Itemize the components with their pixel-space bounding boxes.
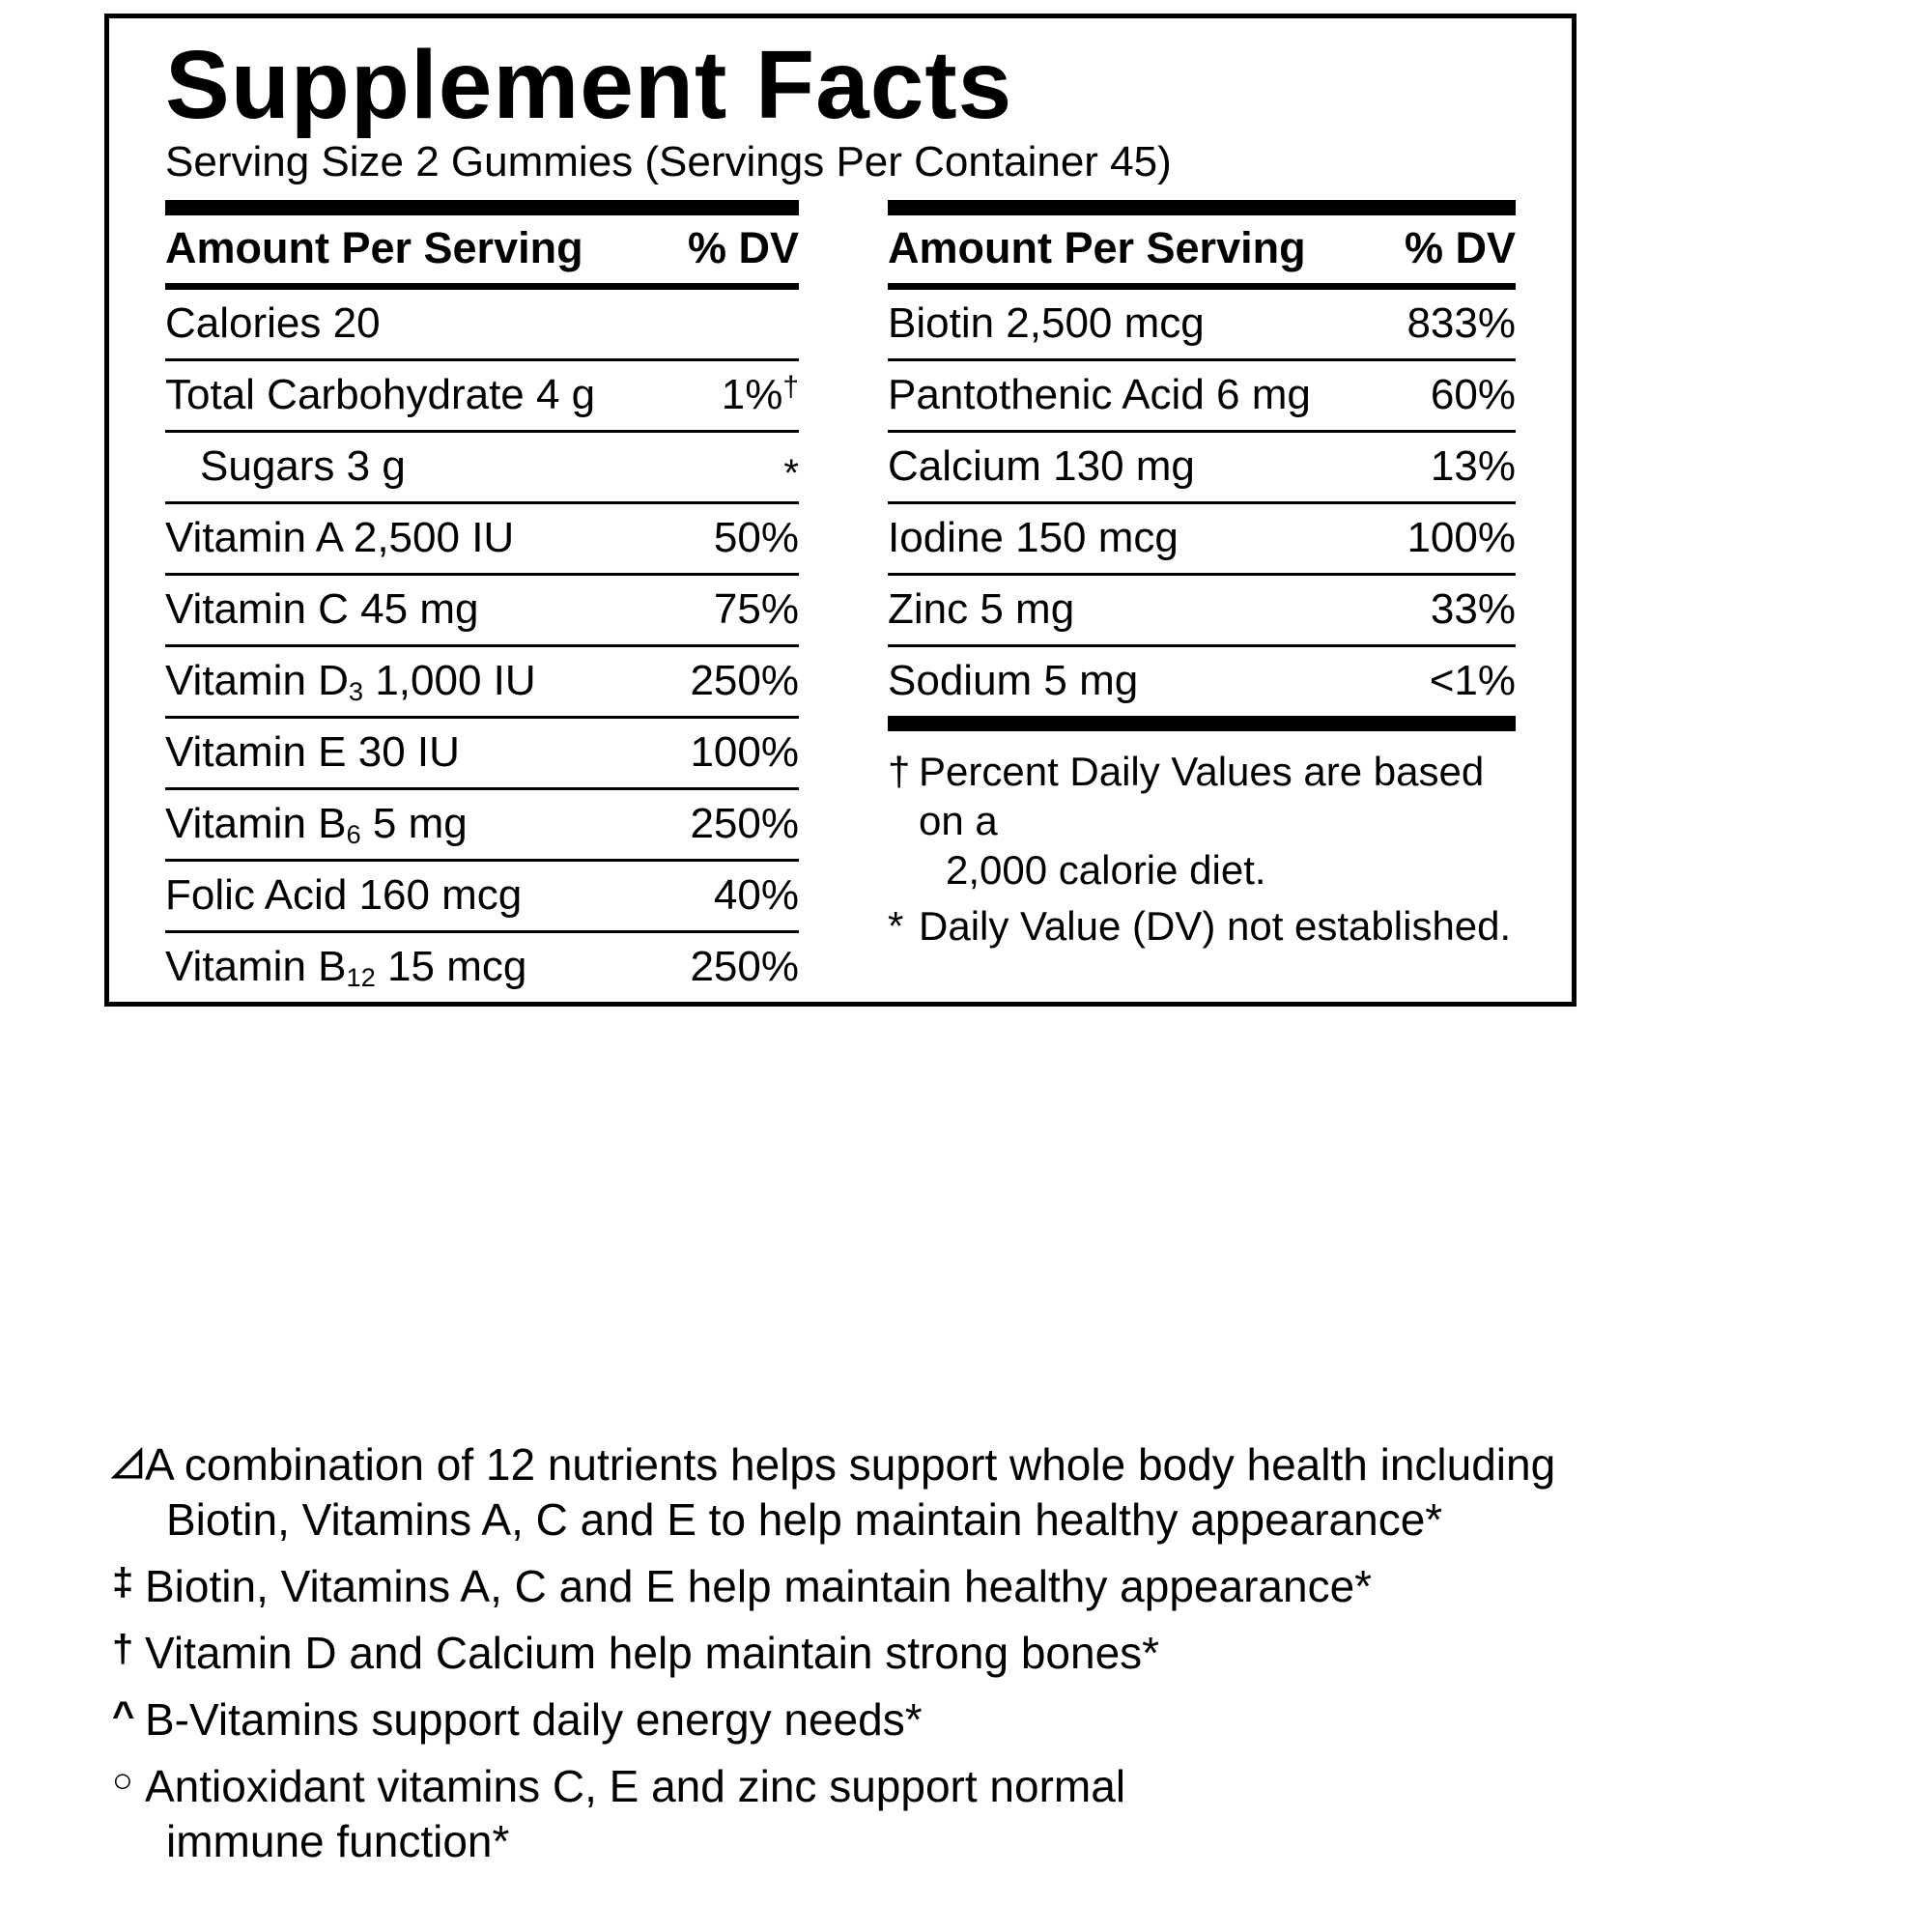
claim-text: Vitamin D and Calcium help maintain strong bones* (145, 1628, 1160, 1679)
claim-immune-function (112, 1759, 1832, 1869)
claim-mark-double-dagger-icon: ‡ (112, 1561, 134, 1605)
nutrient-dv: 250% (690, 657, 799, 704)
claim-energy (112, 1692, 1832, 1747)
table-row (888, 576, 1516, 644)
nutrient-name: Vitamin $D_3$ 1,000 IU (165, 657, 536, 706)
footnote-mark: * (888, 902, 904, 949)
supplement-facts-panel (104, 14, 1577, 1007)
nutrient-name: Vitamin C 45 mg (165, 585, 479, 633)
claims-block (112, 1437, 1832, 1881)
panel-title: Supplement Facts (165, 31, 1013, 139)
nutrient-dv: 50% (713, 514, 799, 561)
nutrient-dv: 250% (690, 800, 799, 847)
claim-whole-body-health (112, 1437, 1832, 1548)
claim-mark-triangle-icon: ◿ (112, 1439, 142, 1482)
nutrient-dv: 75% (713, 585, 799, 633)
table-row (888, 290, 1516, 358)
nutrient-dv: 13% (1430, 442, 1516, 490)
divider-med-left (165, 283, 799, 290)
nutrient-dv: 100% (690, 728, 799, 776)
nutrient-name: Sodium 5 mg (888, 657, 1139, 704)
footnote-text: Percent Daily Values are based on a 2,000 calorie diet. (919, 749, 1485, 894)
nutrient-name: Pantothenic Acid 6 mg (888, 371, 1311, 418)
header-dv-left: % DV (687, 223, 799, 272)
nutrient-name: Vitamin A 2,500 IU (165, 514, 515, 561)
table-row (165, 290, 799, 358)
nutrient-dv: 833% (1406, 299, 1516, 347)
nutrient-name: Biotin 2,500 mcg (888, 299, 1205, 347)
table-row (165, 933, 799, 1002)
footnote-daily-values (888, 747, 1516, 895)
footnote-dv-not-established (888, 901, 1516, 951)
table-row (165, 647, 799, 716)
table-row (165, 433, 799, 501)
nutrient-name: Vitamin $B_{12}$ 15 mcg (165, 943, 527, 992)
serving-size-line: Serving Size 2 Gummies (Servings Per Container 45) (165, 138, 1172, 185)
claim-text: Antioxidant vitamins C, E and zinc support normal immune function* (145, 1761, 1126, 1867)
claim-mark-dagger-icon: † (112, 1628, 134, 1671)
table-row (165, 576, 799, 644)
column-header-left (165, 215, 799, 283)
claim-text: B-Vitamins support daily energy needs* (145, 1694, 923, 1746)
nutrient-dv: 40% (713, 871, 799, 919)
nutrient-name: Vitamin $B_6$ 5 mg (165, 800, 468, 849)
claim-text: A combination of 12 nutrients helps support whole body health including Biotin, Vitamins A, C and E to help maintain healthy appearance* (145, 1439, 1556, 1546)
claim-strong-bones (112, 1626, 1832, 1681)
nutrient-dv: 250% (690, 943, 799, 990)
nutrient-name: Total Carbohydrate 4 g (165, 371, 596, 418)
nutrient-dv: 1%† (721, 371, 799, 418)
table-row (888, 433, 1516, 501)
table-row (165, 719, 799, 787)
nutrient-name: Vitamin E 30 IU (165, 728, 460, 776)
header-dv-right: % DV (1404, 223, 1516, 272)
nutrient-dv: <1% (1429, 657, 1516, 704)
nutrition-columns (136, 200, 1545, 1002)
claim-mark-circle-icon: ○ (112, 1760, 133, 1801)
header-amount-right: Amount Per Serving (888, 223, 1306, 272)
claim-healthy-appearance (112, 1559, 1832, 1614)
claim-text: Biotin, Vitamins A, C and E help maintain healthy appearance* (145, 1561, 1373, 1612)
nutrient-name: Zinc 5 mg (888, 585, 1075, 633)
nutrient-dv: 60% (1430, 371, 1516, 418)
nutrient-name: Calories 20 (165, 299, 381, 347)
divider-med-right (888, 283, 1516, 290)
dv-footnote-mark: † (782, 371, 799, 404)
nutrient-name: Calcium 130 mg (888, 442, 1195, 490)
divider-thick-left (165, 200, 799, 215)
nutrient-dv: 100% (1406, 514, 1516, 561)
nutrient-name: Iodine 150 mcg (888, 514, 1179, 561)
claim-mark-caret-icon: ^ (112, 1694, 135, 1738)
nutrient-dv: 33% (1430, 585, 1516, 633)
nutrition-column-right (853, 200, 1529, 978)
table-row (165, 790, 799, 859)
nutrition-column-left (136, 200, 812, 1002)
table-row (888, 361, 1516, 430)
footnotes-block (888, 731, 1516, 978)
nutrient-dv: * (783, 452, 799, 495)
footnote-text: Daily Value (DV) not established. (919, 902, 1512, 949)
table-row (165, 862, 799, 930)
divider-thick-right (888, 200, 1516, 215)
divider-thick-bottom (888, 716, 1516, 731)
nutrient-name: Sugars 3 g (200, 442, 406, 490)
table-row (165, 361, 799, 430)
header-amount-left: Amount Per Serving (165, 223, 583, 272)
footnote-mark: † (888, 749, 911, 794)
column-header-right (888, 215, 1516, 283)
table-row (888, 504, 1516, 573)
table-row (165, 504, 799, 573)
nutrient-name: Folic Acid 160 mcg (165, 871, 523, 919)
table-row (888, 647, 1516, 716)
